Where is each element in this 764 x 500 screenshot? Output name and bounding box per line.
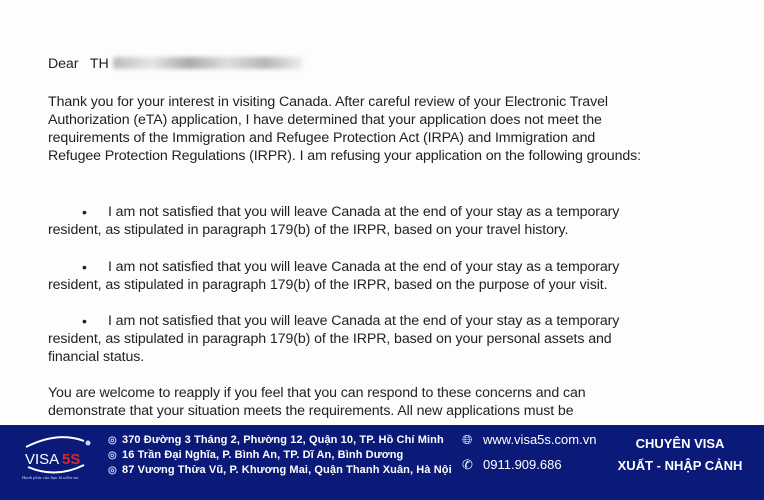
website-text[interactable]: www.visa5s.com.vn: [483, 432, 597, 447]
address-hcm: [108, 434, 444, 446]
intro-line: requirements of the Immigration and Refugee Protection Act (IRPA) and Immigration and: [48, 130, 596, 146]
address-text: 16 Trần Đại Nghĩa, P. Bình An, TP. Dĩ An, Bình Dương: [122, 449, 404, 461]
website-link[interactable]: [462, 432, 596, 448]
address-text: 370 Đường 3 Tháng 2, Phường 12, Quận 10, TP. Hồ Chí Minh: [122, 434, 444, 446]
address-text: 87 Vương Thừa Vũ, P. Khương Mai, Quận Thanh Xuân, Hà Nội: [122, 464, 452, 476]
phone-icon: ✆: [462, 457, 473, 472]
logo-swoosh-icon: [18, 433, 98, 481]
phone-text[interactable]: 0911.909.686: [483, 457, 562, 472]
salutation-word: Dear: [48, 56, 79, 72]
closing-line: You are welcome to reapply if you feel that you can respond to these concerns and can: [48, 385, 586, 401]
salutation: [48, 56, 303, 72]
visa5s-logo: [18, 433, 98, 481]
closing-line: demonstrate that your situation meets the requirements. All new applications must be: [48, 403, 574, 419]
svg-text:Hạnh phúc của bạn là niềm vui: Hạnh phúc của bạn là niềm vui: [22, 475, 79, 480]
recipient-name: TH: [89, 56, 109, 72]
location-pin-icon: ◎: [108, 450, 117, 461]
bullet: •: [82, 204, 87, 220]
ground-line: resident, as stipulated in paragraph 179(b) of the IRPR, based on your personal assets and: [48, 331, 612, 347]
ground-line: I am not satisfied that you will leave Canada at the end of your stay as a temporary: [108, 313, 620, 329]
company-footer-banner: [0, 425, 764, 500]
intro-line: Refugee Protection Regulations (IRPR). I am refusing your application on the following grounds:: [48, 148, 642, 164]
slogan-line-2: XUẤT - NHẬP CẢNH: [617, 458, 743, 473]
ground-line: I am not satisfied that you will leave Canada at the end of your stay as a temporary: [108, 259, 620, 275]
address-ha-noi: [108, 464, 452, 476]
address-binh-duong: [108, 449, 403, 461]
redacted-name: [113, 57, 303, 69]
intro-line: Authorization (eTA) application, I have determined that your application does not meet the: [48, 112, 602, 128]
slogan-line-1: CHUYÊN VISA: [635, 436, 725, 451]
ground-line: resident, as stipulated in paragraph 179(b) of the IRPR, based on your travel history.: [48, 222, 569, 238]
location-pin-icon: ◎: [108, 465, 117, 476]
ground-line: I am not satisfied that you will leave Canada at the end of your stay as a temporary: [108, 204, 620, 220]
svg-text:5S: 5S: [62, 451, 81, 468]
location-pin-icon: ◎: [108, 435, 117, 446]
phone-link[interactable]: [462, 457, 562, 473]
ground-line: financial status.: [48, 349, 145, 365]
intro-line: Thank you for your interest in visiting Canada. After careful review of your Electronic Travel: [48, 94, 608, 110]
bullet: •: [82, 259, 87, 275]
bullet: •: [82, 313, 87, 329]
ground-line: resident, as stipulated in paragraph 179(b) of the IRPR, based on the purpose of your visit.: [48, 277, 608, 293]
svg-text:VISA: VISA: [25, 451, 60, 468]
globe-icon: 🌐︎: [462, 432, 473, 447]
